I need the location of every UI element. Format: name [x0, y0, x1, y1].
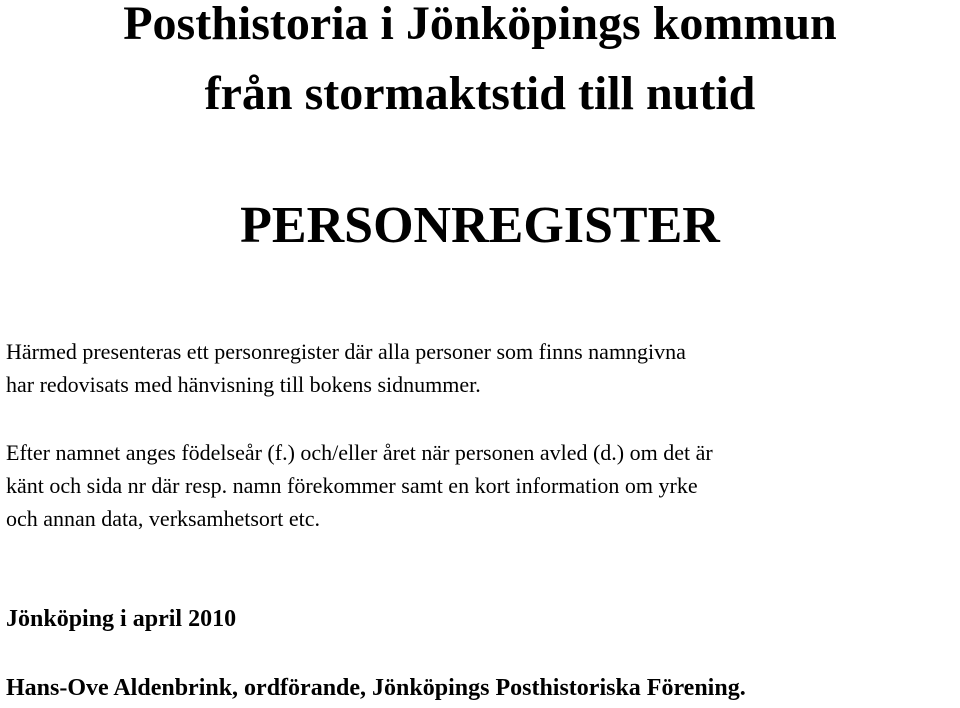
title-line-1: Posthistoria i Jönköpings kommun	[123, 0, 837, 50]
place-date: Jönköping i april 2010	[6, 606, 237, 632]
explanation-paragraph	[6, 436, 956, 535]
register-heading: PERSONREGISTER	[240, 197, 720, 254]
title-line-2: från stormaktstid till nutid	[204, 67, 756, 120]
paragraph-line: och annan data, verksamhetsort etc.	[6, 506, 320, 531]
paragraph-line: Efter namnet anges födelseår (f.) och/eller året när personen avled (d.) om det är	[6, 440, 713, 465]
signature: Hans-Ove Aldenbrink, ordförande, Jönköpings Posthistoriska Förening.	[6, 675, 746, 701]
paragraph-line: känt och sida nr där resp. namn förekommer samt en kort information om yrke	[6, 473, 698, 498]
paragraph-line: har redovisats med hänvisning till bokens sidnummer.	[6, 372, 481, 397]
intro-paragraph	[6, 335, 956, 401]
paragraph-line: Härmed presenteras ett personregister där alla personer som finns namngivna	[6, 339, 686, 364]
